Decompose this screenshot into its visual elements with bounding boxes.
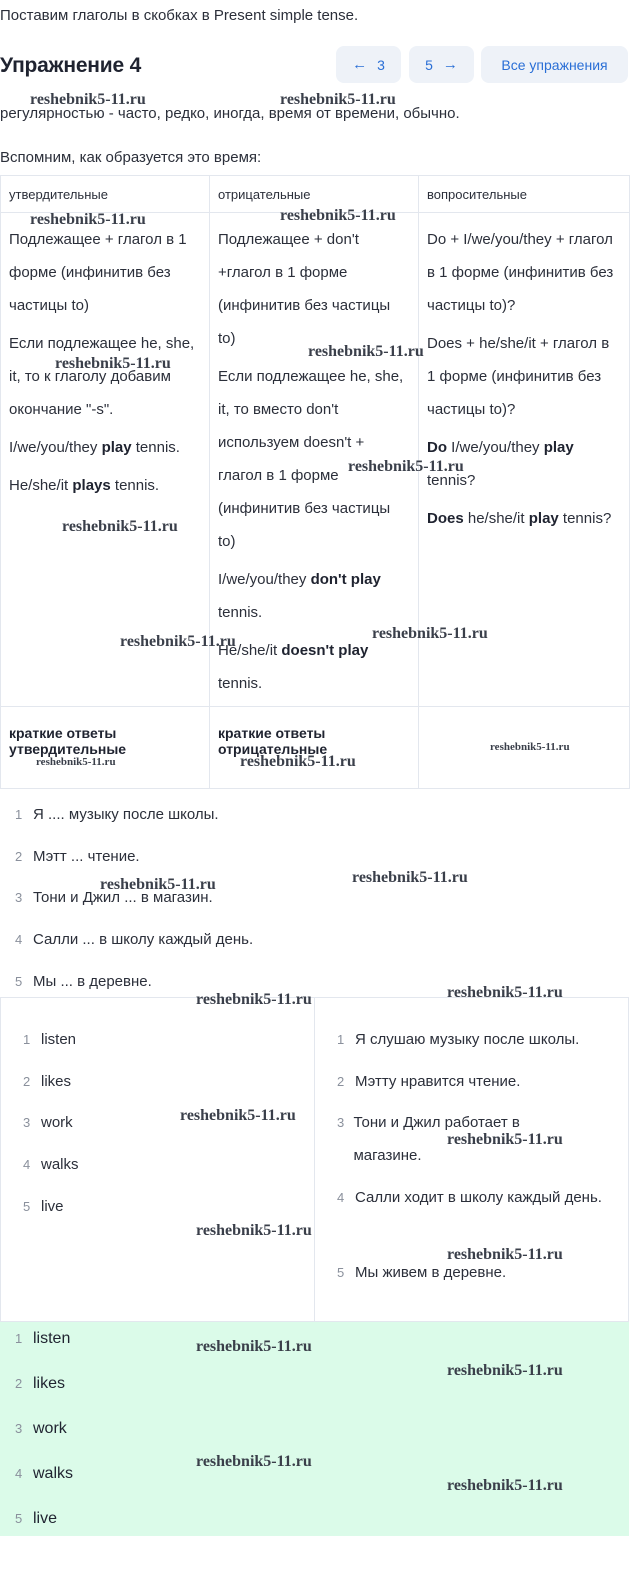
list-item: 5 live — [23, 1198, 64, 1215]
rule-text: Подлежащее + don't +глагол в 1 форме (инфинитив без частицы to) — [218, 231, 391, 347]
short-answers-affirmative: краткие ответы утвердительные — [1, 707, 210, 789]
watermark: reshebnik5-11.ru — [196, 991, 312, 1008]
header-affirmative: утвердительные — [1, 176, 210, 213]
watermark: reshebnik5-11.ru — [196, 1338, 312, 1355]
list-item: 1 Я слушаю музыку после школы. — [337, 1031, 580, 1048]
watermark: reshebnik5-11.ru — [36, 756, 116, 768]
page-title: Упражнение 4 — [0, 54, 142, 77]
watermark: reshebnik5-11.ru — [120, 633, 236, 650]
column-divider — [314, 998, 315, 1321]
list-item: 4 walks — [15, 1465, 74, 1482]
watermark: reshebnik5-11.ru — [62, 518, 178, 535]
rule-text: Если подлежащее he, she, it, то вместо don't используем doesn't + глагол в 1 форме (инфинитив без частицы to) — [218, 368, 404, 550]
arrow-left-icon: ← — [352, 56, 368, 73]
exercise-header — [0, 46, 632, 86]
header-interrogative: вопросительные — [419, 176, 630, 213]
answers-table — [0, 997, 629, 1322]
example-text: Do I/we/you/they play tennis? — [427, 439, 574, 489]
watermark: reshebnik5-11.ru — [447, 1362, 563, 1379]
watermark: reshebnik5-11.ru — [308, 343, 424, 360]
watermark: reshebnik5-11.ru — [372, 625, 488, 642]
example-text: Does he/she/it play tennis? — [427, 510, 612, 527]
list-item: 3 work — [23, 1114, 73, 1131]
list-item: 2 Мэтту нравится чтение. — [337, 1073, 521, 1090]
prev-exercise-label: 3 — [377, 56, 385, 73]
example-text: I/we/you/they don't play tennis. — [218, 571, 381, 621]
next-exercise-label: 5 — [425, 56, 433, 73]
watermark: reshebnik5-11.ru — [447, 984, 563, 1001]
watermark: reshebnik5-11.ru — [196, 1453, 312, 1470]
watermark: reshebnik5-11.ru — [447, 1131, 563, 1148]
rule-text: Если подлежащее he, she, it, то к глаголу добавим окончание "-s". — [9, 335, 195, 418]
all-exercises-label: Все упражнения — [501, 56, 608, 73]
watermark: reshebnik5-11.ru — [55, 355, 171, 372]
list-item: 2 likes — [23, 1073, 72, 1090]
arrow-right-icon: → — [442, 56, 458, 73]
next-exercise-button[interactable] — [409, 46, 474, 83]
list-item: 1 listen — [23, 1031, 77, 1048]
list-item: 4 Салли ... в школу каждый день. — [15, 931, 254, 948]
rules-table — [0, 175, 630, 789]
short-answers-negative: краткие ответы отрицательные — [210, 707, 419, 789]
header-negative: отрицательные — [210, 176, 419, 213]
remember-text: Вспомним, как образуется это время: — [0, 149, 262, 166]
table-row — [1, 213, 630, 707]
list-item: 2 Мэтт ... чтение. — [15, 848, 140, 865]
watermark: reshebnik5-11.ru — [280, 91, 396, 108]
rule-text: Does + he/she/it + глагол в 1 форме (инфинитив без частицы to)? — [427, 335, 610, 418]
list-item: 3 work — [15, 1420, 67, 1437]
list-item: 3 Тони и Джил ... в магазин. — [15, 889, 213, 906]
watermark: reshebnik5-11.ru — [490, 741, 570, 753]
prev-exercise-button[interactable] — [336, 46, 401, 83]
watermark: reshebnik5-11.ru — [280, 207, 396, 224]
list-item: 4 walks — [23, 1156, 79, 1173]
watermark: reshebnik5-11.ru — [447, 1477, 563, 1494]
list-item: 5 Мы ... в деревне. — [15, 973, 152, 990]
watermark: reshebnik5-11.ru — [100, 876, 216, 893]
watermark: reshebnik5-11.ru — [352, 869, 468, 886]
watermark: reshebnik5-11.ru — [30, 91, 146, 108]
list-item: 1 listen — [15, 1330, 71, 1347]
list-item: 4 Салли ходит в школу каждый день. — [337, 1189, 602, 1206]
regularity-text: регулярностью - часто, редко, иногда, время от времени, обычно. — [0, 105, 460, 122]
final-answers — [0, 1322, 629, 1536]
list-item: 1 Я .... музыку после школы. — [15, 806, 219, 823]
watermark: reshebnik5-11.ru — [196, 1222, 312, 1239]
watermark: reshebnik5-11.ru — [30, 211, 146, 228]
example-text: I/we/you/they play tennis. — [9, 439, 180, 456]
watermark: reshebnik5-11.ru — [180, 1107, 296, 1124]
list-item: 2 likes — [15, 1375, 66, 1392]
example-text: He/she/it doesn't play tennis. — [218, 642, 369, 692]
list-item: 3 Тони и Джил работает в магазине. — [337, 1114, 520, 1164]
rule-text: Подлежащее + глагол в 1 форме (инфинитив без частицы to) — [9, 231, 187, 314]
list-item: 5 Мы живем в деревне. — [337, 1264, 507, 1281]
all-exercises-button[interactable] — [481, 46, 628, 83]
intro-text: Поставим глаголы в скобках в Present simple tense. — [0, 7, 359, 24]
watermark: reshebnik5-11.ru — [348, 458, 464, 475]
example-text: He/she/it plays tennis. — [9, 477, 160, 494]
rule-text: Do + I/we/you/they + глагол в 1 форме (инфинитив без частицы to)? — [427, 231, 614, 314]
watermark: reshebnik5-11.ru — [447, 1246, 563, 1263]
list-item: 5 live — [15, 1510, 58, 1527]
watermark: reshebnik5-11.ru — [240, 753, 356, 770]
